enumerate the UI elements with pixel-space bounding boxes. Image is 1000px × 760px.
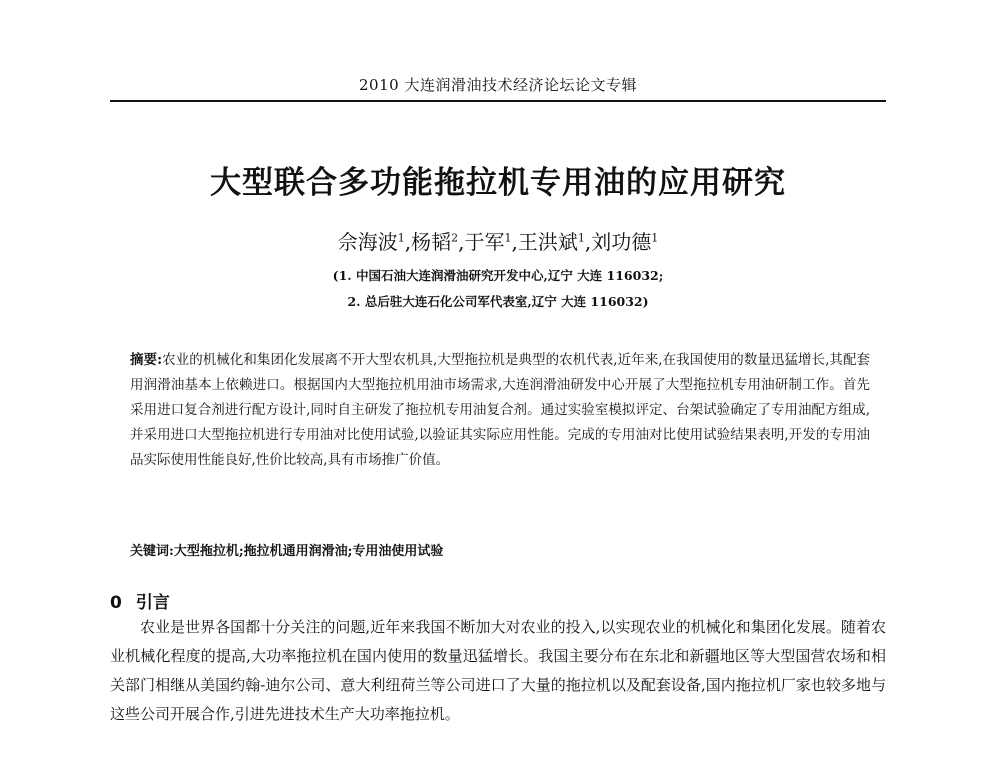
paper-title: 大型联合多功能拖拉机专用油的应用研究 — [210, 165, 786, 201]
section-title: 引言 — [135, 593, 170, 613]
author-affiliation-mark: 1 — [397, 231, 405, 245]
author-affiliation-mark: 1 — [577, 231, 585, 245]
keywords — [130, 540, 870, 559]
author-name: 佘海波 — [337, 230, 398, 254]
author-name: 王洪斌 — [517, 230, 578, 254]
section-number: 0 — [110, 593, 122, 613]
abstract-text: 农业的机械化和集团化发展离不开大型农机具,大型拖拉机是典型的农机代表,近年来,在我国使用的数量迅猛增长,其配套用润滑油基本上依赖进口。根据国内大型拖拉机用油市场需求,大连润滑油研发中心开展了大型拖拉机专用油研制工作。首先采用进口复合剂进行配方设计,同时自主研发了拖拉机专用油复合剂。通过实验室模拟评定、台架试验确定了专用油配方组成,并采用进口大型拖拉机进行专用油对比使用试验,以验证其实际应用性能。完成的专用油对比使用试验结果表明,开发的专用油品实际使用性能良好,性价比较高,具有市场推广价值。 — [130, 352, 871, 468]
affiliation-2: 2. 总后驻大连石化公司军代表室,辽宁 大连 116032) — [347, 294, 649, 309]
keywords-label: 关键词: — [130, 544, 174, 559]
running-header: 2010 大连润滑油技术经济论坛论文专辑 — [359, 76, 637, 94]
affiliation-1: (1. 中国石油大连润滑油研究开发中心,辽宁 大连 116032; — [332, 268, 664, 283]
abstract-label: 摘要: — [130, 352, 163, 368]
author-affiliation-mark: 1 — [651, 231, 659, 245]
author-name: 刘功德 — [591, 230, 652, 254]
author-affiliation-mark: 1 — [504, 231, 512, 245]
author-list: 佘海波$^1$,杨韬$^2$,于军$^1$,王洪斌$^1$,刘功德$^1$ — [337, 230, 659, 254]
keywords-text: 大型拖拉机;拖拉机通用润滑油;专用油使用试验 — [173, 544, 444, 559]
author-name: 杨韬 — [411, 230, 452, 254]
header-rule — [110, 100, 886, 102]
author-affiliation-mark: 2 — [451, 231, 459, 245]
abstract — [130, 348, 870, 473]
author-name: 于军 — [464, 230, 505, 254]
body-paragraph: 农业是世界各国都十分关注的问题,近年来我国不断加大对农业的投入,以实现农业的机械化和集团化发展。随着农业机械化程度的提高,大功率拖拉机在国内使用的数量迅猛增长。我国主要分布在东北和新疆地区等大型国营农场和相关部门相继从美国约翰-迪尔公司、意大利纽荷兰等公司进口了大量的拖拉机以及配套设备,国内拖拉机厂家也较多地与这些公司开展合作,引进先进技术生产大功率拖拉机。 — [110, 618, 886, 723]
section-heading — [110, 588, 170, 613]
